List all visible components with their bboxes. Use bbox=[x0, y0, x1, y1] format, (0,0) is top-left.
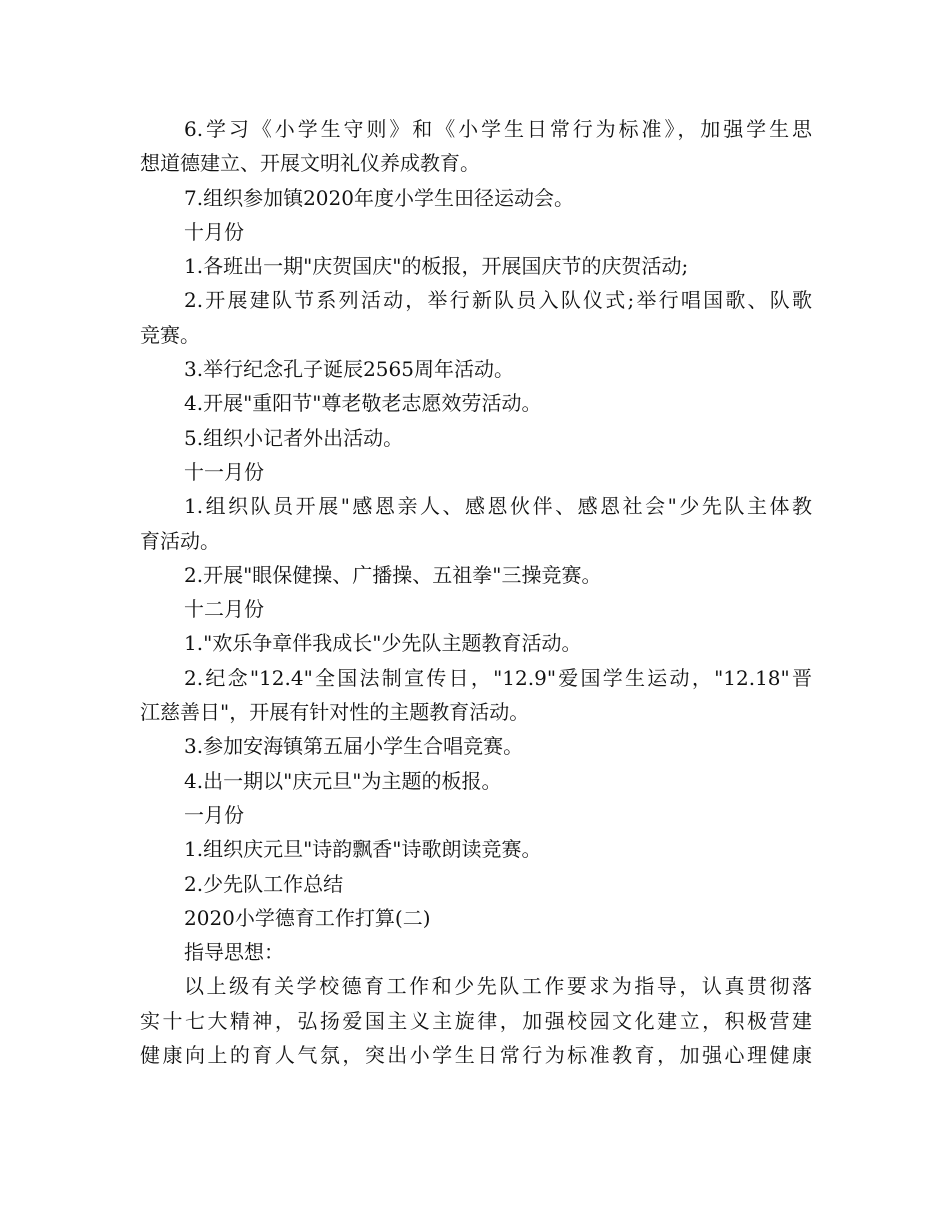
text-line: 十一月份 bbox=[184, 459, 264, 484]
text-line: 1.组织庆元旦"诗韵飘香"诗歌朗读竞赛。 bbox=[184, 837, 542, 862]
text-line: 2.少先队工作总结 bbox=[184, 871, 344, 896]
text-line: 3.举行纪念孔子诞辰2565周年活动。 bbox=[184, 357, 514, 382]
text-line: 十二月份 bbox=[184, 597, 264, 622]
text-line: 指导思想： bbox=[184, 940, 284, 965]
text-line: 1.各班出一期"庆贺国庆"的板报，开展国庆节的庆贺活动; bbox=[184, 254, 689, 279]
text-line: 江慈善日"，开展有针对性的主题教育活动。 bbox=[140, 700, 530, 725]
text-line: 7.组织参加镇2020年度小学生田径运动会。 bbox=[184, 185, 574, 210]
text-line: 以上级有关学校德育工作和少先队工作要求为指导，认真贯彻落 bbox=[184, 974, 812, 999]
text-line: 5.组织小记者外出活动。 bbox=[184, 425, 404, 450]
text-line: 育活动。 bbox=[140, 528, 220, 553]
text-line: 1."欢乐争章伴我成长"少先队主题教育活动。 bbox=[184, 631, 582, 656]
text-line: 4.出一期以"庆元旦"为主题的板报。 bbox=[184, 768, 502, 793]
text-line: 一月份 bbox=[184, 802, 244, 827]
text-line: 2.开展建队节系列活动，举行新队员入队仪式;举行唱国歌、队歌 bbox=[184, 288, 812, 313]
text-line: 4.开展"重阳节"尊老敬老志愿效劳活动。 bbox=[184, 391, 542, 416]
document-body bbox=[140, 112, 812, 1072]
text-line: 想道德建立、开展文明礼仪养成教育。 bbox=[140, 151, 480, 176]
text-line: 健康向上的育人气氛，突出小学生日常行为标准教育，加强心理健康 bbox=[140, 1043, 812, 1068]
text-line: 1.组织队员开展"感恩亲人、感恩伙伴、感恩社会"少先队主体教 bbox=[184, 494, 812, 519]
text-line: 2020小学德育工作打算(二) bbox=[184, 905, 431, 930]
text-line: 竞赛。 bbox=[140, 322, 200, 347]
text-line: 2.开展"眼保健操、广播操、五祖拳"三操竞赛。 bbox=[184, 562, 602, 587]
text-line: 2.纪念"12.4"全国法制宣传日，"12.9"爱国学生运动，"12.18"晋 bbox=[184, 665, 812, 690]
text-line: 3.参加安海镇第五届小学生合唱竞赛。 bbox=[184, 734, 524, 759]
text-line: 6.学习《小学生守则》和《小学生日常行为标准》，加强学生思 bbox=[184, 117, 812, 141]
text-line: 实十七大精神，弘扬爱国主义主旋律，加强校园文化建立，积极营建 bbox=[140, 1008, 812, 1033]
text-line: 十月份 bbox=[184, 219, 244, 244]
